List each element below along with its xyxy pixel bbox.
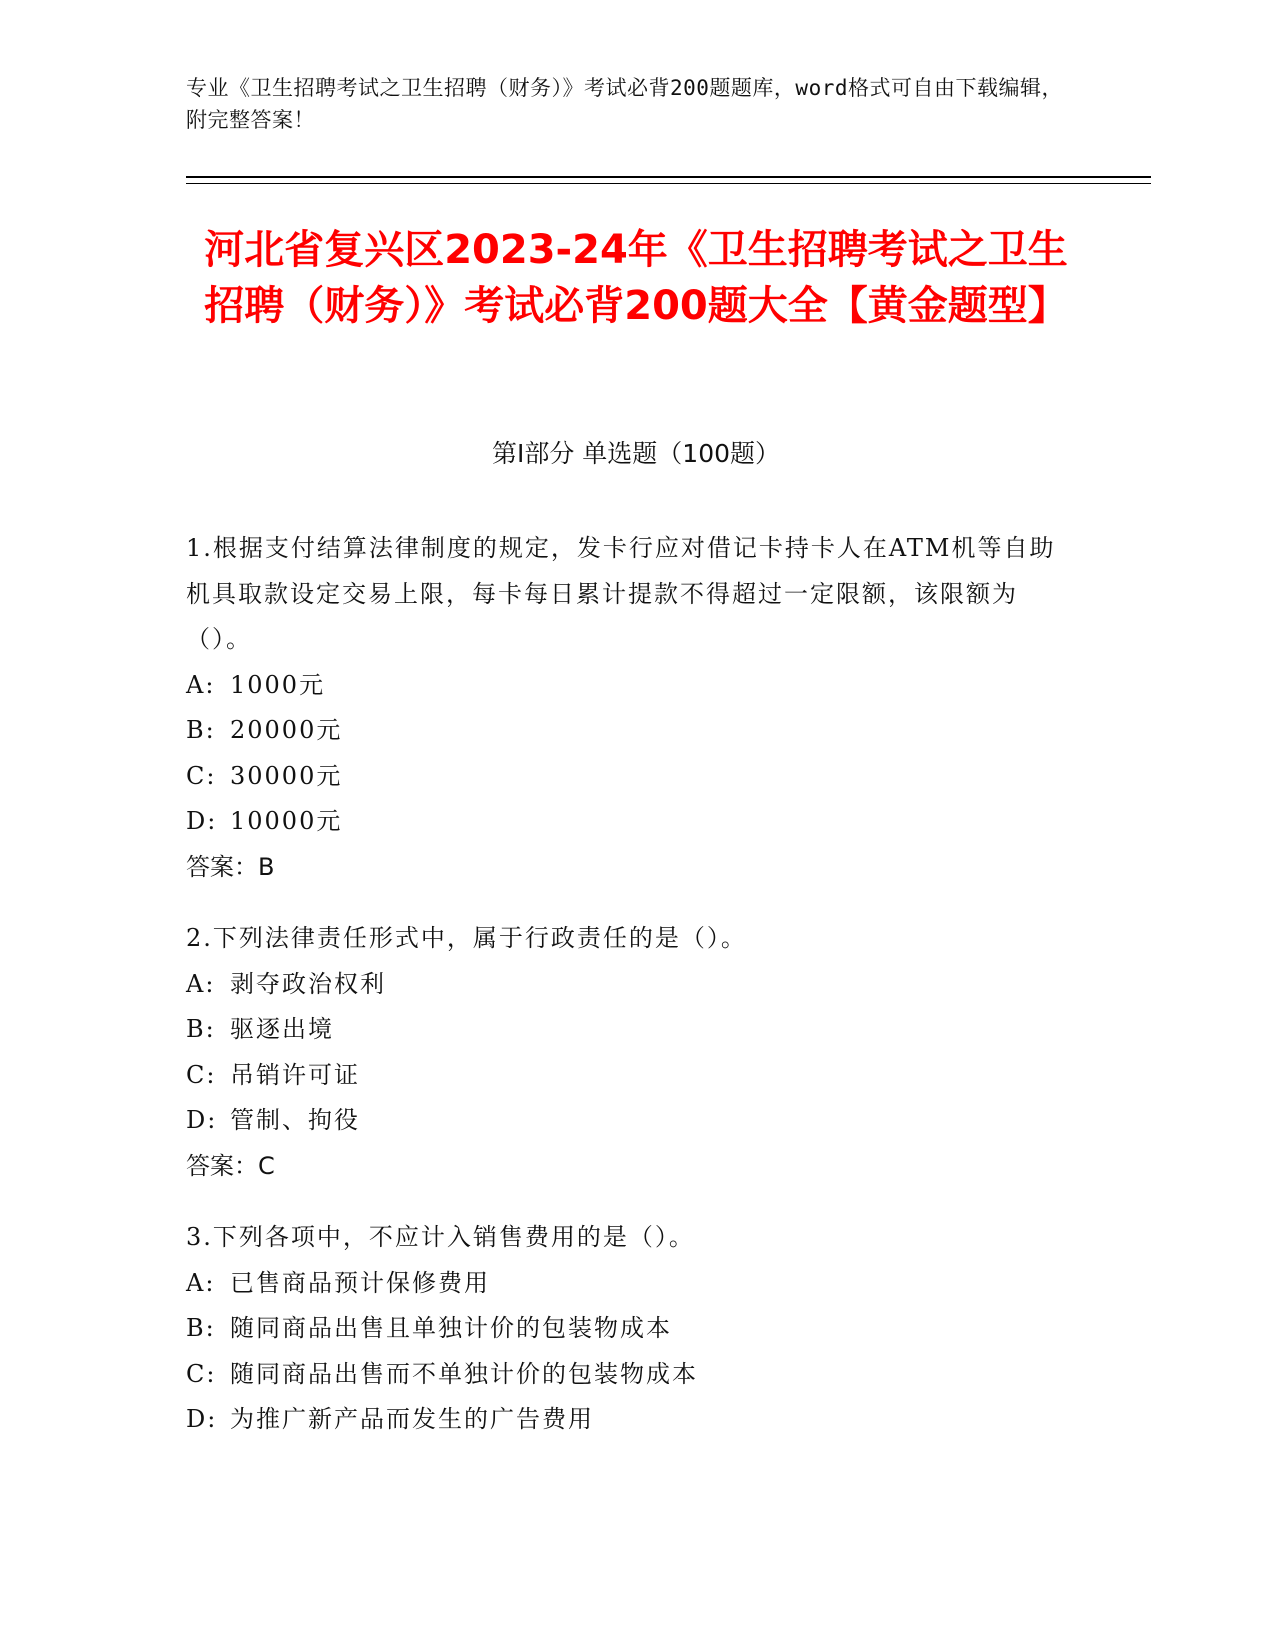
option-text: 30000元 [230, 761, 343, 790]
option-b [186, 708, 1066, 754]
option-text: 吊销许可证 [230, 1060, 360, 1089]
option-letter: A: [186, 969, 216, 998]
option-text: 20000元 [230, 716, 343, 744]
option-letter: C: [186, 761, 217, 790]
option-letter: B: [186, 1314, 216, 1342]
option-text: 1000元 [230, 670, 326, 699]
option-text: 剥夺政治权利 [230, 969, 386, 998]
header-divider-thick [186, 176, 1151, 178]
option-b [186, 1306, 1066, 1352]
header-divider-thin [186, 183, 1151, 184]
option-letter: B: [186, 1015, 216, 1043]
question-item [186, 526, 1066, 890]
option-d [186, 799, 1066, 845]
question-stem: 1.根据支付结算法律制度的规定，发卡行应对借记卡持卡人在ATM机等自助机具取款设定交易上限，每卡每日累计提款不得超过一定限额，该限额为（）。 [186, 534, 1056, 653]
option-text: 管制、拘役 [230, 1106, 360, 1134]
option-letter: A: [186, 670, 216, 699]
document-title: 河北省复兴区2023-24年《卫生招聘考试之卫生招聘（财务）》考试必背200题大全【黄金题型】 [204, 227, 1068, 329]
option-letter: D: [186, 1405, 218, 1433]
option-letter: A: [186, 1268, 216, 1297]
option-text: 随同商品出售而不单独计价的包装物成本 [230, 1359, 698, 1388]
answer-line: 答案：B [186, 852, 275, 881]
option-text: 驱逐出境 [230, 1015, 334, 1043]
option-b [186, 1007, 1066, 1053]
question-item [186, 916, 1066, 1189]
option-letter: C: [186, 1060, 217, 1089]
option-text: 已售商品预计保修费用 [230, 1268, 490, 1297]
question-list [186, 526, 1066, 1469]
option-text: 为推广新产品而发生的广告费用 [230, 1405, 594, 1433]
option-letter: D: [186, 1106, 218, 1134]
header-note: 专业《卫生招聘考试之卫生招聘（财务）》考试必背200题题库，word格式可自由下载编辑，附完整答案！ [186, 76, 1063, 132]
option-text: 随同商品出售且单独计价的包装物成本 [230, 1314, 672, 1342]
section-title: 第I部分 单选题（100题） [491, 439, 781, 468]
question-stem: 3.下列各项中，不应计入销售费用的是（）。 [186, 1223, 695, 1251]
option-c [186, 1053, 1066, 1099]
option-c [186, 754, 1066, 800]
option-c [186, 1352, 1066, 1398]
option-a [186, 663, 1066, 709]
option-text: 10000元 [230, 807, 343, 835]
question-stem: 2.下列法律责任形式中，属于行政责任的是（）。 [186, 924, 747, 952]
option-a [186, 962, 1066, 1008]
option-d [186, 1397, 1066, 1443]
option-letter: D: [186, 807, 218, 835]
option-letter: C: [186, 1359, 217, 1388]
answer-line: 答案：C [186, 1151, 275, 1180]
option-letter: B: [186, 716, 216, 744]
option-a [186, 1261, 1066, 1307]
option-d [186, 1098, 1066, 1144]
question-item [186, 1215, 1066, 1443]
